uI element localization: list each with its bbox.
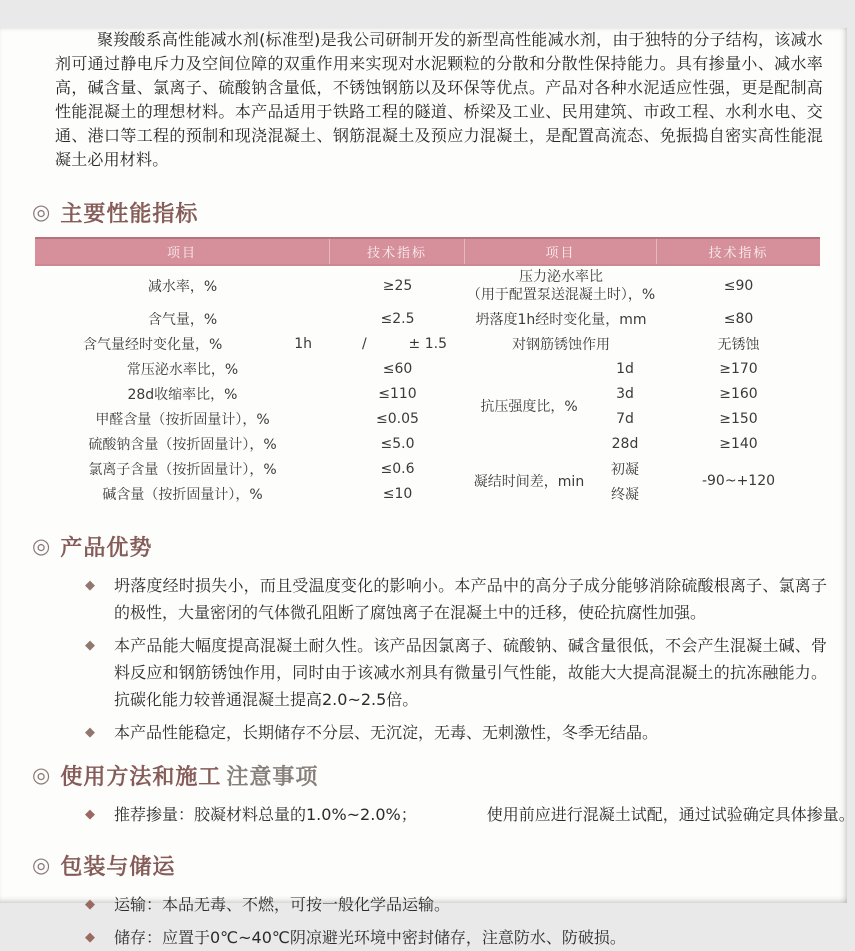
section-marker-icon: ◎ [32, 853, 52, 877]
table-row-label: 28d收缩率比，% [127, 386, 238, 403]
age-sub-label: 1d [616, 360, 634, 377]
table-row-setting-time [465, 456, 657, 506]
advantages-list [80, 572, 827, 746]
performance-table-header [35, 237, 820, 266]
table-row-label: 常压泌水率比，% [126, 361, 239, 378]
table-row-value: ≤2.5 [380, 310, 415, 327]
table-row-value: ≥150 [719, 410, 758, 427]
diamond-bullet-icon: ◆ [85, 897, 95, 912]
table-row-pressure-bleeding [465, 266, 657, 306]
usage-line [114, 801, 855, 828]
section-title: 包装与储运 [60, 855, 176, 880]
table-row-value: ≥160 [719, 385, 758, 402]
table-row-value: ≤60 [382, 360, 413, 377]
list-item-text: 储存：应置于0℃~40℃阴凉避光环境中密封储存，注意防水、防破损。 [114, 928, 626, 947]
table-row-label: 氯离子含量（按折固量计），% [88, 461, 277, 478]
section-title-main: 使用方法和施工 [60, 765, 222, 790]
list-item [80, 632, 827, 713]
table-row-air-change [35, 331, 330, 356]
stage-sub-label: 初凝 [611, 461, 639, 478]
list-item [80, 924, 827, 951]
diamond-bullet-icon: ◆ [85, 578, 95, 593]
intro-paragraph: 聚羧酸系高性能减水剂(标准型)是我公司研制开发的新型高性能减水剂，由于独特的分子结构，该减水剂可通过静电斥力及空间位障的双重作用来实现对水泥颗粒的分散和分散性保持能力。具有掺量小、减水率高，碱含量、氯离子、硫酸钠含量低，不锈蚀钢筋以及环保等优点。产品对各种水泥适应性强，更是配制高性能混凝土的理想材料。本产品适用于铁路工程的隧道、桥梁及工业、民用建筑、市政工程、水利水电、交通、港口等工程的预制和现浇混凝土、钢筋混凝土及预应力混凝土，是配置高流态、免振捣自密实高性能混凝土必用材料。 [55, 30, 823, 169]
section-title: 主要性能指标 [60, 202, 199, 227]
table-row-value: -90~+120 [701, 473, 776, 489]
section-marker-icon: ◎ [32, 763, 52, 787]
table-row-label: 凝结时间差，min [473, 474, 585, 490]
header-cell-spec-left: 技术指标 [330, 239, 465, 264]
table-row-value: 无锈蚀 [717, 336, 760, 353]
section-heading-advantages [32, 531, 847, 562]
stage-sub-label: 终凝 [611, 486, 639, 503]
table-row-value: ≤0.6 [380, 460, 415, 477]
diamond-bullet-icon: ◆ [85, 930, 95, 945]
list-item [80, 572, 827, 626]
table-row-compressive-strength [465, 356, 657, 456]
section-title-muted: 注意事项 [226, 765, 319, 790]
table-row-label: 对钢筋锈蚀作用 [512, 336, 610, 353]
table-row-value: ≤0.05 [376, 410, 419, 427]
compressive-age-column [593, 356, 657, 456]
document-page [0, 28, 855, 947]
list-item [80, 801, 855, 828]
section-title: 产品优势 [60, 536, 153, 561]
header-cell-spec-right: 技术指标 [708, 246, 769, 261]
table-row-value: ≤80 [723, 310, 754, 327]
age-sub-label: 3d [616, 385, 634, 402]
table-row-value: ≥170 [719, 360, 758, 377]
section-heading-packaging [32, 850, 847, 881]
list-item-text: 本产品能大幅度提高混凝土耐久性。该产品因氯离子、硫酸钠、碱含量很低，不会产生混凝土碱、骨料反应和钢筋锈蚀作用，同时由于该减水剂具有微量引气性能，故能大大提高混凝土的抗冻融能力。抗碳化能力较普通混凝土提高2.0~2.5倍。 [114, 636, 827, 709]
packaging-list [80, 891, 827, 951]
list-item-text: 运输：本品无毒、不燃，可按一般化学品运输。 [114, 895, 451, 914]
table-row-value: ≤10 [382, 485, 413, 502]
table-row-label: 坍落度1h经时变化量，mm [475, 311, 647, 328]
list-item [80, 891, 827, 918]
table-row-label-line1: 压力泌水率比 [519, 269, 603, 285]
usage-list [80, 801, 855, 828]
table-row-value: ≤5.0 [380, 435, 415, 452]
table-row-label: 硫酸钠含量（按折固量计），% [88, 436, 277, 453]
table-row-label: 碱含量（按折固量计），% [102, 486, 263, 503]
table-row-value: ± 1.5 [408, 335, 447, 352]
diamond-bullet-icon: ◆ [85, 725, 95, 740]
table-row-label: 减水率，% [147, 279, 218, 295]
table-row-label: 含气量，% [147, 311, 218, 328]
table-row-value: ≤90 [723, 278, 754, 294]
section-marker-icon: ◎ [32, 534, 52, 558]
list-item-text: 本产品性能稳定，长期储存不分层、无沉淀，无毒、无刺激性，冬季无结晶。 [114, 723, 659, 742]
table-row-label: 含气量经时变化量，% [83, 336, 223, 353]
header-cell-item-right: 项目 [465, 239, 657, 264]
header-cell-item-left: 项目 [35, 239, 330, 264]
section-heading-performance [32, 197, 847, 228]
performance-table-body [35, 266, 820, 506]
table-row-label: 甲醛含量（按折固量计），% [95, 411, 270, 428]
list-item-text: 坍落度经时损失小，而且受温度变化的影响小。本产品中的高分子成分能够消除硫酸根离子、氯离子的极性，大量密闭的气体微孔阻断了腐蚀离子在混凝土中的迁移，使砼抗腐性加强。 [114, 576, 827, 622]
table-row-value: ≤110 [378, 385, 417, 402]
table-slash: / [362, 335, 367, 352]
table-row-value: ≥25 [382, 278, 413, 294]
table-row-label-line2: （用于配置泵送混凝土时），% [466, 287, 656, 303]
diamond-bullet-icon: ◆ [85, 638, 95, 653]
section-marker-icon: ◎ [32, 200, 52, 224]
section-heading-usage [32, 760, 847, 791]
performance-table [35, 237, 820, 506]
list-item [80, 719, 827, 746]
table-row-time-sub: 1h [294, 335, 312, 352]
dosage-text: 推荐掺量：胶凝材料总量的1.0%~2.0%； [114, 805, 417, 824]
table-row-air-change-value [330, 331, 465, 356]
table-row-value: ≥140 [719, 435, 758, 452]
age-sub-label: 7d [616, 410, 634, 427]
age-sub-label: 28d [611, 435, 639, 452]
diamond-bullet-icon: ◆ [85, 807, 95, 822]
setting-stage-column [593, 456, 657, 506]
table-row-label: 抗压强度比，% [480, 399, 578, 415]
trial-note-text: 使用前应进行混凝土试配，通过试验确定具体掺量。 [486, 805, 855, 824]
